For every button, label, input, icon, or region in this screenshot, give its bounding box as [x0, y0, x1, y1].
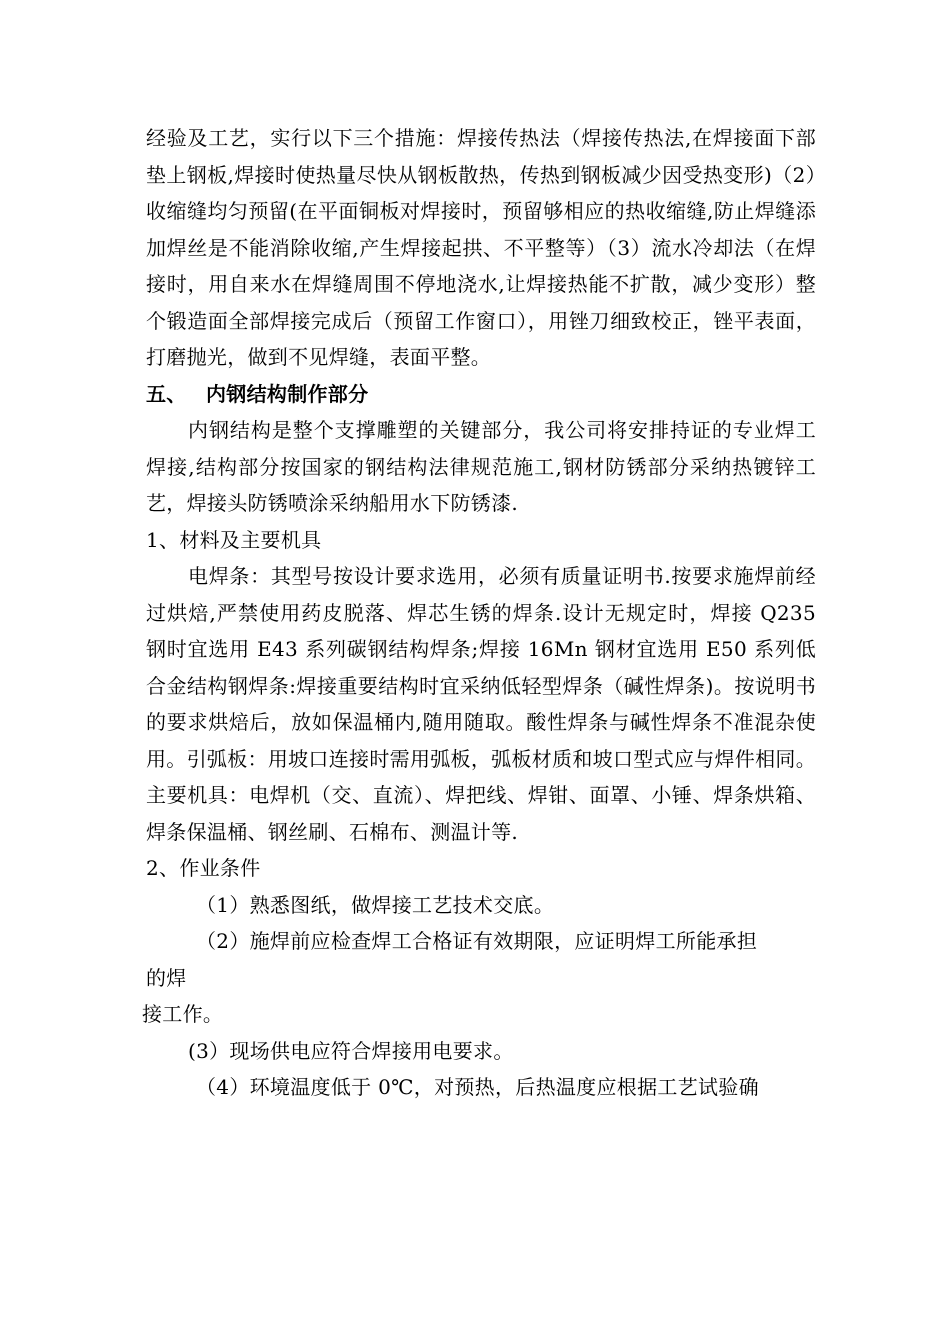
condition-item-3: (3）现场供电应符合焊接用电要求。 [188, 1038, 514, 1063]
document-body [142, 120, 816, 1106]
welding-measures-paragraph: 经验及工艺，实行以下三个措施：焊接传热法（焊接传热法,在焊接面下部垫上钢板,焊接时使热量尽快从钢板散热，传热到钢板减少因受热变形)（2）收缩缝均匀预留(在平面铜板对焊接时，预留够相应的热收缩缝,防止焊缝添加焊丝是不能消除收缩,产生焊接起拱、不平整等）（3）流水冷却法（在焊接时，用自来水在焊缝周围不停地浇水,让焊接热能不扩散，减少变形）整个锻造面全部焊接完成后（预留工作窗口），用锉刀细致校正，锉平表面，打磨抛光，做到不见焊缝，表面平整。 [146, 126, 816, 369]
condition-item-2: （2）施焊前应检查焊工合格证有效期限，应证明焊工所能承担 [196, 929, 758, 953]
materials-paragraph: 电焊条：其型号按设计要求选用，必须有质量证明书.按要求施焊前经过烘焙,严禁使用药皮脱落、焊芯生锈的焊条.设计无规定时，焊接 Q235 钢时宜选用 E43 系列碳钢结构焊条;焊接 16Mn 钢材宜选用 E50 系列低合金结构钢焊条:焊接重要结构时宜采纳低轻型焊条（碱性焊条)。按说明书的要求烘焙后，放如保温桶内,随用随取。酸性焊条与碱性焊条不准混杂使用。引弧板：用坡口连接时需用弧板，弧板材质和坡口型式应与焊件相同。主要机具：电焊机（交、直流）、焊把线、焊钳、面罩、小锤、焊条烘箱、焊条保温桶、钢丝刷、石棉布、测温计等. [146, 564, 816, 844]
steel-structure-paragraph: 内钢结构是整个支撑雕塑的关键部分，我公司将安排持证的专业焊工焊接,结构部分按国家的钢结构法律规范施工,钢材防锈部分采纳热镀锌工艺，焊接头防锈喷涂采纳船用水下防锈漆. [146, 418, 816, 515]
subsection-materials-heading: 1、材料及主要机具 [146, 527, 322, 552]
condition-item-1: （1）熟悉图纸，做焊接工艺技术交底。 [196, 892, 555, 917]
condition-item-4: （4）环境温度低于 0℃，对预热，后热温度应根据工艺试验确 [196, 1075, 759, 1099]
section-number: 五、 [146, 381, 187, 406]
condition-item-2-end: 接工作。 [142, 1002, 224, 1026]
condition-item-2-continued: 的焊 [146, 965, 187, 990]
section-title: 内钢结构制作部分 [206, 381, 369, 406]
section-heading-5 [146, 376, 816, 413]
subsection-conditions-heading: 2、作业条件 [146, 856, 261, 880]
